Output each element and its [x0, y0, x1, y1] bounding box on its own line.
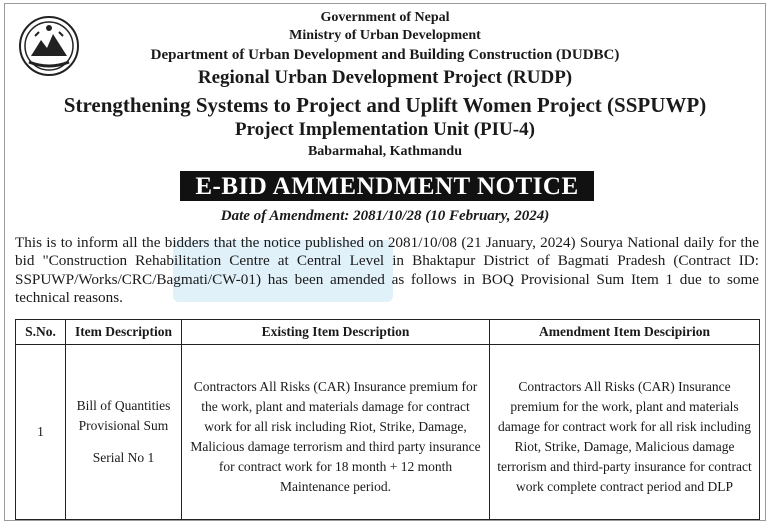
- unit-line: Project Implementation Unit (PIU-4): [235, 119, 535, 140]
- cell-item: [66, 345, 182, 520]
- subproject-line: Strengthening Systems to Project and Uplift Women Project (SSPUWP): [63, 93, 707, 117]
- notice-body: This is to inform all the bidders that the notice published on 2081/10/08 (21 January, 2024) Sourya National daily for the bid "Construction Rehabilitation Centre at Central Level in Bhaktapur District of Bagmati Pradesh (Contract ID: SSPUWP/Works/CRC/Bagmati/CW-01) has been amended as follows in BOQ Provisional Sum Item 1 due to some technical reasons.: [15, 234, 759, 306]
- column-header-item: Item Description: [66, 320, 182, 345]
- cell-existing: [182, 345, 490, 520]
- government-line: Government of Nepal: [320, 10, 450, 25]
- column-header-amendment: Amendment Item Descipirion: [490, 320, 760, 345]
- column-header-existing: Existing Item Description: [182, 320, 490, 345]
- item-line-3: Serial No 1: [92, 450, 155, 465]
- notice-page: [4, 3, 766, 521]
- project-line: Regional Urban Development Project (RUDP): [197, 67, 573, 88]
- existing-description: Contractors All Risks (CAR) Insurance premium for the work, plant and materials damage for contract work for all risk including Riot, Strike, Damage, Malicious damage terrorism and third party insurance for contract work for 18 month + 12 month Maintenance period.: [190, 379, 481, 494]
- table-header-row: [16, 320, 760, 345]
- item-line-2: Provisional Sum: [78, 418, 169, 433]
- cell-sno: 1: [16, 345, 66, 520]
- notice-title-banner: E-BID AMMENDMENT NOTICE: [180, 171, 594, 201]
- amendment-table: [15, 319, 760, 520]
- ministry-line: Ministry of Urban Development: [289, 28, 481, 43]
- cell-amendment: [490, 345, 760, 520]
- location-line: Babarmahal, Kathmandu: [307, 144, 463, 159]
- amendment-description: Contractors All Risks (CAR) Insurance premium for the work, plant and materials damage for contract work for all risk including Riot, Strike, Damage, Malicious damage terrorism and third-party insurance for contract work complete contract period and DLP: [497, 379, 752, 494]
- table-row: [16, 345, 760, 520]
- column-header-sno: S.No.: [16, 320, 66, 345]
- department-line: Department of Urban Development and Building Construction (DUDBC): [150, 47, 620, 63]
- item-line-1: Bill of Quantities: [76, 398, 171, 413]
- amendment-date: Date of Amendment: 2081/10/28 (10 February, 2024): [220, 208, 550, 224]
